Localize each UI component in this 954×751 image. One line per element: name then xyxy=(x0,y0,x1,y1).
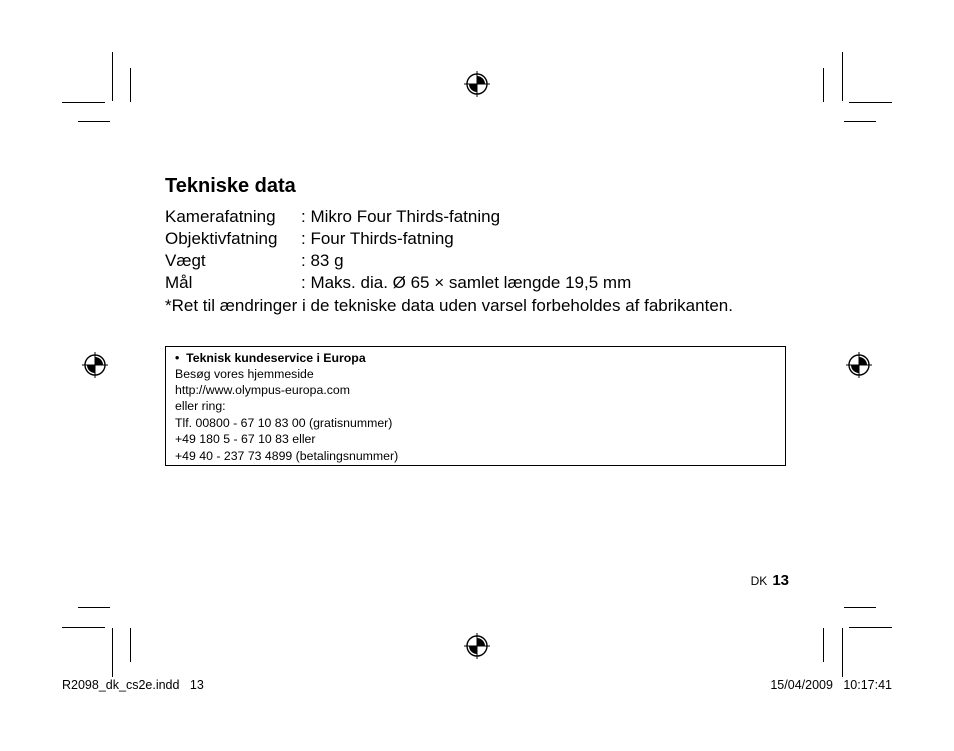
crop-mark xyxy=(842,52,843,101)
crop-mark xyxy=(844,607,876,608)
service-website-link[interactable]: http://www.olympus-europa.com xyxy=(175,383,350,397)
page-number-value: 13 xyxy=(772,572,789,589)
datetime-slug: 15/04/2009 10:17:41 xyxy=(770,678,892,692)
registration-mark-icon xyxy=(846,352,872,378)
page-title: Tekniske data xyxy=(165,175,296,197)
spec-label: Objektivfatning xyxy=(165,229,278,248)
service-phone: +49 180 5 - 67 10 83 eller xyxy=(175,432,316,446)
registration-mark-icon xyxy=(464,71,490,97)
crop-mark xyxy=(823,628,824,662)
service-phone-paid: +49 40 - 237 73 4899 (betalingsnummer) xyxy=(175,449,399,463)
service-phone-free: Tlf. 00800 - 67 10 83 00 (gratisnummer) xyxy=(175,416,393,430)
crop-mark xyxy=(842,628,843,677)
page-number xyxy=(751,572,789,589)
registration-mark-icon xyxy=(82,352,108,378)
crop-mark xyxy=(78,607,110,608)
disclaimer-note: *Ret til ændringer i de tekniske data uden varsel forbeholdes af fabrikanten. xyxy=(165,296,733,315)
crop-mark xyxy=(130,628,131,662)
spec-label: Mål xyxy=(165,273,193,292)
service-line: Besøg vores hjemmeside xyxy=(175,367,314,381)
crop-mark xyxy=(849,627,892,628)
crop-mark xyxy=(823,68,824,102)
service-heading: • Teknisk kundeservice i Europa xyxy=(175,351,366,365)
spec-label: Vægt xyxy=(165,251,206,270)
crop-mark xyxy=(849,102,892,103)
file-slug: R2098_dk_cs2e.indd 13 xyxy=(62,678,204,692)
service-heading-text: Teknisk kundeservice i Europa xyxy=(186,351,366,365)
crop-mark xyxy=(130,68,131,102)
language-code: DK xyxy=(750,574,768,588)
service-info-box xyxy=(165,346,786,466)
crop-mark xyxy=(62,102,105,103)
crop-mark xyxy=(112,52,113,101)
service-line: eller ring: xyxy=(175,399,226,413)
spec-value: : Four Thirds-fatning xyxy=(301,229,454,248)
crop-mark xyxy=(112,628,113,677)
spec-value: : 83 g xyxy=(301,251,344,270)
crop-mark xyxy=(844,121,876,122)
spec-value: : Mikro Four Thirds-fatning xyxy=(301,207,501,226)
spec-value: : Maks. dia. Ø 65 × samlet længde 19,5 mm xyxy=(301,273,632,292)
spec-label: Kamerafatning xyxy=(165,207,276,226)
crop-mark xyxy=(78,121,110,122)
crop-mark xyxy=(62,627,105,628)
registration-mark-icon xyxy=(464,633,490,659)
